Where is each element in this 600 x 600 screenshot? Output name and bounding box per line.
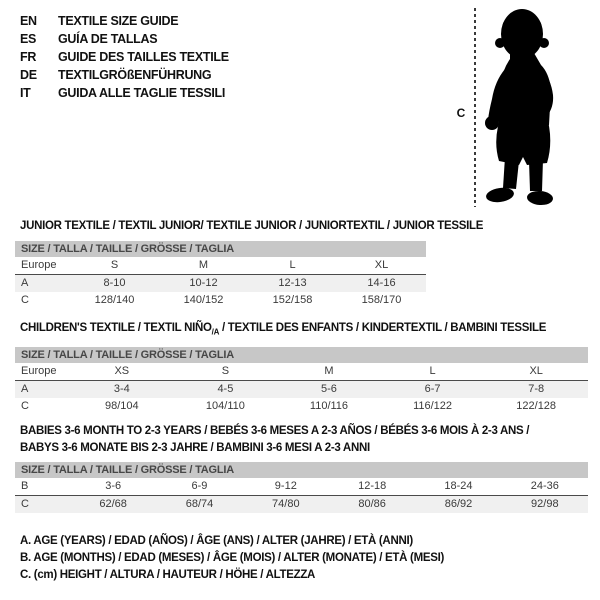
height-cell: 86/92 [444,498,473,510]
height-cell: 152/158 [272,294,313,306]
height-measure-dashed-line [474,8,476,207]
language-code: DE [20,68,37,82]
language-title-list [20,12,229,102]
table-row-age [15,381,588,398]
junior-size-table [15,241,426,309]
row-label: A [21,277,29,289]
age-cell: 4-5 [217,383,234,395]
age-cell: 6-9 [191,480,208,492]
size-header-bar: SIZE / TALLA / TAILLE / GRÖSSE / TAGLIA [15,462,588,478]
age-cell: 24-36 [530,480,559,492]
babies-size-table [15,462,588,513]
height-cell: 104/110 [205,400,245,412]
height-cell: 128/140 [94,294,135,306]
size-cell: S [110,259,119,271]
height-measure-label: C [456,106,466,120]
language-title: GUIDA ALLE TAGLIE TESSILI [58,86,226,100]
table-row-height [15,496,588,513]
legend-notes [20,533,444,584]
table-row-europe [15,363,588,381]
height-cell: 158/170 [361,294,402,306]
height-cell: 140/152 [183,294,224,306]
language-row [20,12,229,30]
row-label: C [21,498,29,510]
table-row-age-months [15,478,588,496]
size-cell: XS [114,365,130,377]
babies-heading-line1: BABIES 3-6 MONTH TO 2-3 YEARS / BEBÉS 3-6 MESES A 2-3 AÑOS / BÉBÉS 3-6 MOIS À 2-3 ANS / [20,425,530,437]
height-cell: 116/122 [413,400,453,412]
size-header-bar: SIZE / TALLA / TAILLE / GRÖSSE / TAGLIA [15,241,426,257]
age-cell: 3-6 [105,480,122,492]
table-row-height [15,292,426,309]
row-label: Europe [21,365,57,377]
size-cell: M [198,259,209,271]
language-title: GUIDE DES TAILLES TEXTILE [58,50,229,64]
age-cell: 7-8 [528,383,545,395]
babies-table-heading [20,423,529,457]
language-row [20,66,229,84]
babies-heading-line2: BABYS 3-6 MONATE BIS 2-3 JAHRE / BAMBINI 3-6 MESI A 2-3 ANNI [20,442,370,454]
junior-table-heading: JUNIOR TEXTILE / TEXTIL JUNIOR/ TEXTILE JUNIOR / JUNIORTEXTIL / JUNIOR TESSILE [20,220,484,232]
children-heading-post: / TEXTILE DES ENFANTS / KINDERTEXTIL / BAMBINI TESSILE [219,322,547,334]
height-cell: 74/80 [272,498,300,510]
table-row-height [15,398,588,415]
note-height-cm: C. (cm) HEIGHT / ALTURA / HAUTEUR / HÖHE / ALTEZZA [20,569,316,581]
row-label: C [21,294,29,306]
age-cell: 5-6 [321,383,337,395]
height-cell: 68/74 [185,498,214,510]
children-heading-pre: CHILDREN'S TEXTILE / TEXTIL NIÑO [20,322,212,334]
height-cell: 92/98 [531,498,559,510]
age-cell: 12-18 [358,480,387,492]
age-cell: 3-4 [113,383,130,395]
note-age-months: B. AGE (MONTHS) / EDAD (MESES) / ÂGE (MOIS) / ALTER (MONATE) / ETÀ (MESI) [20,552,445,564]
size-header-bar: SIZE / TALLA / TAILLE / GRÖSSE / TAGLIA [15,347,588,363]
children-heading-sub: /A [211,327,220,337]
age-cell: 6-7 [424,383,441,395]
height-cell: 122/128 [516,400,557,412]
language-title: TEXTILGRÖßENFÜHRUNG [58,68,212,82]
age-cell: 10-12 [189,277,218,289]
age-cell: 12-13 [278,277,307,289]
height-cell: 110/116 [309,400,349,412]
baby-silhouette-image [483,7,573,207]
note-age-years: A. AGE (YEARS) / EDAD (AÑOS) / ÂGE (ANS) / ALTER (JAHRE) / ETÀ (ANNI) [20,535,413,547]
children-table-heading [20,320,546,340]
age-cell: 8-10 [103,277,126,289]
height-cell: 62/68 [99,498,127,510]
size-cell: M [324,365,334,377]
row-label: B [21,480,29,492]
language-row [20,84,229,102]
row-label: C [21,400,29,412]
height-cell: 80/86 [358,498,386,510]
language-code: IT [20,86,31,100]
size-cell: XL [374,259,389,271]
size-cell: S [221,365,230,377]
language-row [20,30,229,48]
size-cell: L [429,365,436,377]
children-size-table [15,347,588,415]
table-row-age [15,275,426,292]
row-label: Europe [21,259,57,271]
language-code: FR [20,50,37,64]
size-cell: L [289,259,296,271]
language-code: EN [20,14,37,28]
age-cell: 9-12 [274,480,297,492]
language-title: TEXTILE SIZE GUIDE [58,14,179,28]
language-row [20,48,229,66]
row-label: A [21,383,29,395]
language-code: ES [20,32,37,46]
language-title: GUÍA DE TALLAS [58,32,158,46]
age-cell: 18-24 [444,480,473,492]
table-row-europe [15,257,426,275]
age-cell: 14-16 [367,277,396,289]
size-cell: XL [529,365,543,377]
height-cell: 98/104 [104,400,139,412]
